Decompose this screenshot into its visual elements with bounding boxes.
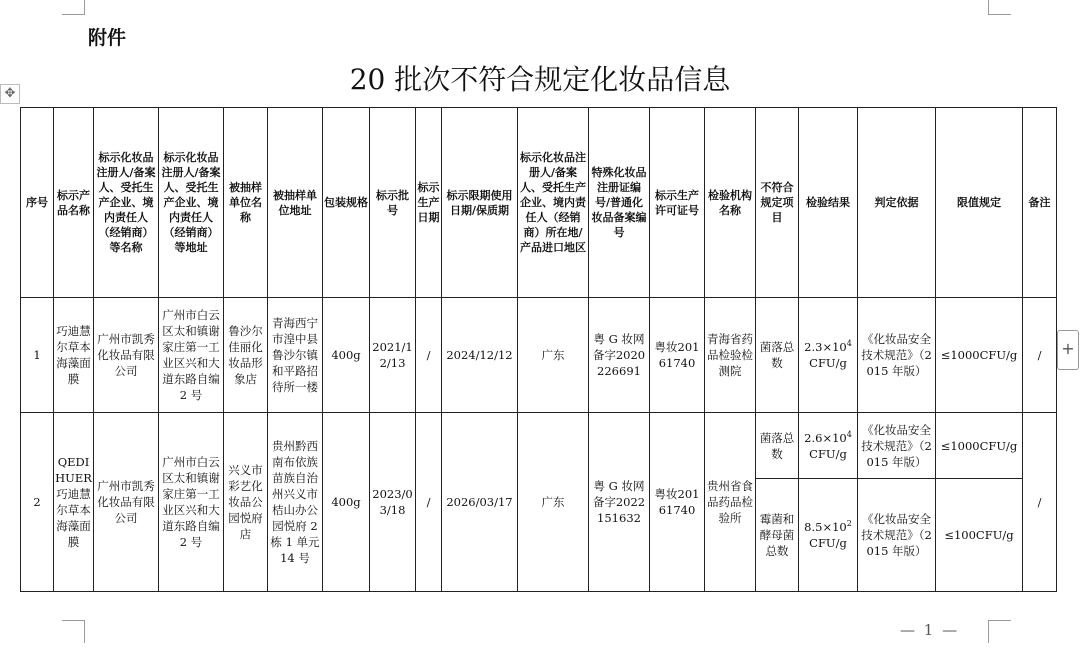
cell-seq: 2 bbox=[21, 413, 54, 592]
cell-prod-date: / bbox=[416, 298, 442, 413]
header-result: 检验结果 bbox=[799, 108, 858, 298]
cell-limit: ≤1000CFU/g bbox=[936, 298, 1023, 413]
cell-basis: 《化妆品安全技术规范》（2015 年版） bbox=[858, 298, 936, 413]
result-unit: CFU/g bbox=[809, 536, 847, 550]
page-corner-mark-top-left bbox=[62, 0, 85, 15]
cell-result bbox=[799, 298, 858, 413]
cell-agency: 贵州省食品药品检验所 bbox=[705, 413, 756, 592]
noncompliant-cosmetics-table bbox=[20, 107, 1057, 592]
result-base: 2.3×10 bbox=[804, 340, 847, 354]
page-corner-mark-top-right bbox=[988, 0, 1011, 15]
cell-registrant-name: 广州市凯秀化妆品有限公司 bbox=[94, 413, 159, 592]
header-expiry: 标示限期使用日期/保质期 bbox=[442, 108, 518, 298]
header-item: 不符合规定项目 bbox=[756, 108, 799, 298]
cell-batch: 2023/03/18 bbox=[370, 413, 416, 592]
table-move-handle-icon[interactable]: ✥ bbox=[0, 84, 20, 104]
result-base: 2.6×10 bbox=[804, 430, 847, 445]
page-title: 20 批次不符合规定化妆品信息 bbox=[349, 63, 731, 96]
header-sampled-address: 被抽样单位地址 bbox=[268, 108, 323, 298]
header-sampled-unit: 被抽样单位名称 bbox=[224, 108, 268, 298]
cell-registrant-address: 广州市白云区太和镇谢家庄第一工业区兴和大道东路自编 2 号 bbox=[159, 298, 224, 413]
cell-limit: ≤1000CFU/g bbox=[936, 413, 1023, 479]
header-agency: 检验机构名称 bbox=[705, 108, 756, 298]
cell-license: 粤妆20161740 bbox=[650, 413, 705, 592]
cell-product-name: QEDIHUER巧迪慧尔草本海藻面膜 bbox=[54, 413, 94, 592]
cell-product-name: 巧迪慧尔草本海藻面膜 bbox=[54, 298, 94, 413]
cell-note: / bbox=[1023, 298, 1057, 413]
header-seq: 序号 bbox=[21, 108, 54, 298]
cell-basis: 《化妆品安全技术规范》（2015 年版） bbox=[858, 479, 936, 592]
cell-limit: ≤100CFU/g bbox=[936, 479, 1023, 592]
header-registrant-name: 标示化妆品注册人/备案人、受托生产企业、境内责任人（经销商）等名称 bbox=[94, 108, 159, 298]
header-reg-no: 特殊化妆品注册证编号/普通化妆品备案编号 bbox=[589, 108, 650, 298]
cell-result bbox=[799, 413, 858, 479]
cell-item: 菌落总数 bbox=[756, 413, 799, 479]
cell-expiry: 2024/12/12 bbox=[442, 298, 518, 413]
cell-spec: 400g bbox=[323, 413, 370, 592]
cell-sampled-unit: 兴义市彩艺化妆品公园悦府店 bbox=[224, 413, 268, 592]
page-number: — 1 — bbox=[900, 621, 960, 639]
result-unit: CFU/g bbox=[809, 446, 847, 461]
cell-seq: 1 bbox=[21, 298, 54, 413]
cell-origin: 广东 bbox=[518, 413, 589, 592]
cell-prod-date: / bbox=[416, 413, 442, 592]
cell-result bbox=[799, 479, 858, 592]
cell-license: 粤妆20161740 bbox=[650, 298, 705, 413]
cell-registrant-address: 广州市白云区太和镇谢家庄第一工业区兴和大道东路自编 2 号 bbox=[159, 413, 224, 592]
add-column-icon[interactable]: + bbox=[1057, 330, 1079, 370]
cell-reg-no: 粤 G 妆网备字2020226691 bbox=[589, 298, 650, 413]
cell-batch: 2021/12/13 bbox=[370, 298, 416, 413]
header-prod-date: 标示生产日期 bbox=[416, 108, 442, 298]
cell-item: 霉菌和酵母菌总数 bbox=[756, 479, 799, 592]
table-row bbox=[21, 298, 1057, 413]
cell-item: 菌落总数 bbox=[756, 298, 799, 413]
cell-spec: 400g bbox=[323, 298, 370, 413]
header-basis: 判定依据 bbox=[858, 108, 936, 298]
cell-registrant-name: 广州市凯秀化妆品有限公司 bbox=[94, 298, 159, 413]
result-exponent: 4 bbox=[846, 429, 852, 439]
header-product-name: 标示产品名称 bbox=[54, 108, 94, 298]
result-exponent: 4 bbox=[846, 339, 852, 349]
header-spec: 包装规格 bbox=[323, 108, 370, 298]
result-exponent: 2 bbox=[846, 519, 852, 529]
cell-expiry: 2026/03/17 bbox=[442, 413, 518, 592]
cell-basis: 《化妆品安全技术规范》（2015 年版） bbox=[858, 413, 936, 479]
cell-origin: 广东 bbox=[518, 298, 589, 413]
result-base: 8.5×10 bbox=[804, 520, 847, 534]
cell-agency: 青海省药品检验检测院 bbox=[705, 298, 756, 413]
table-row bbox=[21, 413, 1057, 479]
page-corner-mark-bottom-right bbox=[988, 620, 1011, 643]
header-note: 备注 bbox=[1023, 108, 1057, 298]
cell-note: / bbox=[1023, 413, 1057, 592]
result-unit: CFU/g bbox=[809, 356, 847, 370]
header-batch: 标示批号 bbox=[370, 108, 416, 298]
page-corner-mark-bottom-left bbox=[62, 620, 85, 643]
cell-reg-no: 粤 G 妆网备字2022151632 bbox=[589, 413, 650, 592]
cell-sampled-address: 青海西宁市湟中县鲁沙尔镇和平路招待所一楼 bbox=[268, 298, 323, 413]
header-origin: 标示化妆品注册人/备案人、受托生产企业、境内责任人（经销商）所在地/产品进口地区 bbox=[518, 108, 589, 298]
attachment-label: 附件 bbox=[88, 27, 127, 49]
cell-sampled-address: 贵州黔西南布依族苗族自治州兴义市桔山办公园悦府 2 栋 1 单元 14 号 bbox=[268, 413, 323, 592]
header-registrant-address: 标示化妆品注册人/备案人、受托生产企业、境内责任人（经销商）等地址 bbox=[159, 108, 224, 298]
header-row bbox=[21, 108, 1057, 298]
header-license: 标示生产许可证号 bbox=[650, 108, 705, 298]
header-limit: 限值规定 bbox=[936, 108, 1023, 298]
cell-sampled-unit: 鲁沙尔佳丽化妆品形象店 bbox=[224, 298, 268, 413]
